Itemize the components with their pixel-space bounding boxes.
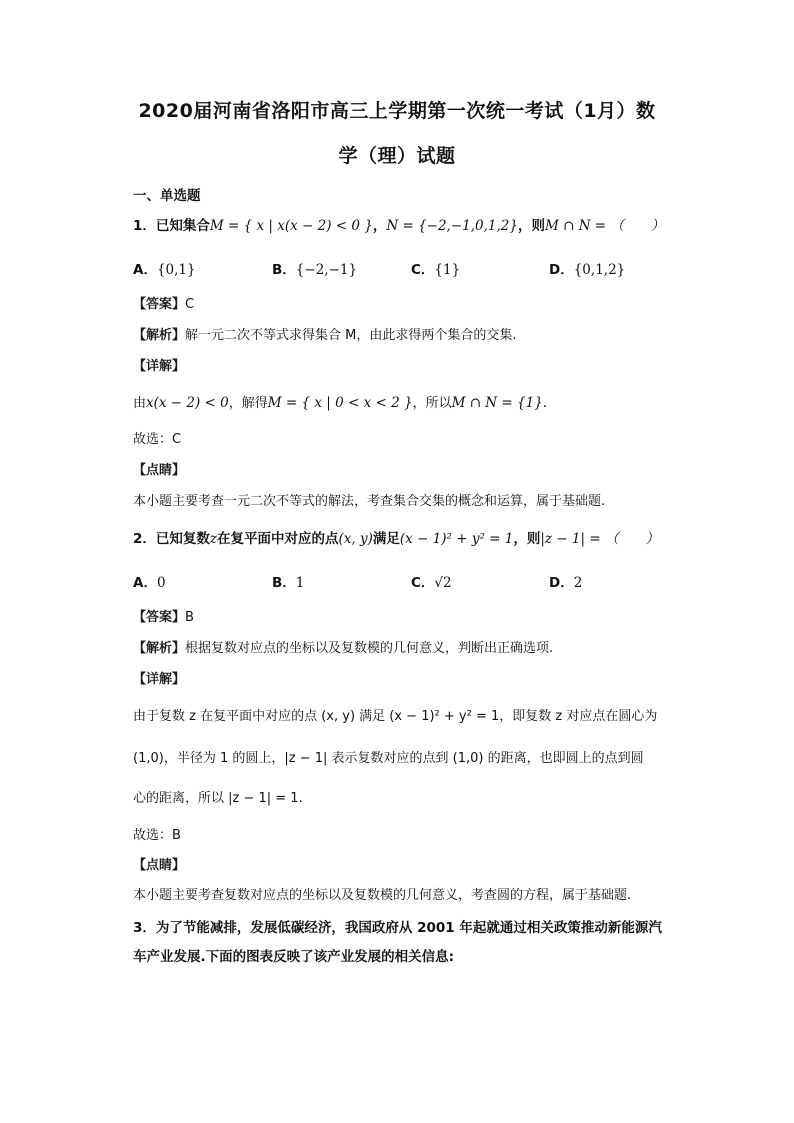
q2-option-c: C．√2 — [411, 575, 452, 591]
q1-option-b: B．{−2,−1} — [272, 262, 358, 278]
q2-option-d: D．2 — [549, 575, 583, 591]
q1-detail-label: 【详解】 — [133, 359, 186, 374]
q1-option-d: D．{0,1,2} — [549, 262, 626, 278]
doc-title-line-1: 2020届河南省洛阳市高三上学期第一次统一考试（1月）数 — [138, 100, 656, 122]
q1-set-m: M = { x | x(x − 2) < 0 } — [209, 218, 373, 234]
q2-choice: 故选：B — [133, 828, 181, 843]
q2-remark-label: 【点睛】 — [133, 858, 186, 873]
q2-analysis: 【解析】根据复数对应点的坐标以及复数模的几何意义，判断出正确选项. — [133, 641, 554, 656]
q1-set-n: N = {−2,−1,0,1,2} — [386, 218, 518, 234]
q1-stem-prefix: 1．已知集合 — [133, 218, 210, 234]
q1-option-a: A．{0,1} — [133, 262, 196, 278]
q1-answer: 【答案】C — [133, 297, 195, 312]
q2-detail-line-2: (1,0)，半径为 1 的圆上，|z − 1| 表示复数对应的点到 (1,0) 的距离，也即圆上的点到圆 — [133, 751, 644, 766]
q2-detail-line-1: 由于复数 z 在复平面中对应的点 (x, y) 满足 (x − 1)² + y² = 1，即复数 z 对应点在圆心为 — [133, 709, 658, 724]
doc-title-line-2: 学（理）试题 — [338, 145, 456, 167]
q1-stem-suffix: ，则 — [517, 218, 545, 234]
q1-analysis: 【解析】解一元二次不等式求得集合 M，由此求得两个集合的交集. — [133, 328, 517, 343]
q1-option-c: C．{1} — [411, 262, 461, 278]
q1-detail: 由x(x − 2) < 0，解得M = { x | 0 < x < 2 }，所以M ∩ N = {1}. — [133, 395, 548, 411]
q2-remark: 本小题主要考查复数对应点的坐标以及复数模的几何意义，考查圆的方程，属于基础题. — [133, 888, 632, 903]
q3-stem-line-1: 3．为了节能减排，发展低碳经济，我国政府从 2001 年起就通过相关政策推动新能源汽 — [133, 920, 662, 936]
q1-remark-label: 【点睛】 — [133, 463, 186, 478]
q2-detail-line-3: 心的距离，所以 |z − 1| = 1. — [133, 791, 303, 806]
q2-option-a: A．0 — [133, 575, 166, 591]
q1-stem: 1．已知集合M = { x | x(x − 2) < 0 }，N = {−2,−1,0,1,2}，则M ∩ N = （ ） — [133, 218, 665, 234]
q1-remark: 本小题主要考查一元二次不等式的解法，考查集合交集的概念和运算，属于基础题. — [133, 494, 606, 509]
q2-option-b: B．1 — [272, 575, 305, 591]
q2-detail-label: 【详解】 — [133, 672, 186, 687]
q3-stem-line-2: 车产业发展.下面的图表反映了该产业发展的相关信息: — [133, 949, 455, 965]
q1-choice: 故选：C — [133, 432, 182, 447]
section-heading: 一、单选题 — [133, 188, 201, 204]
q2-stem: 2．已知复数z在复平面中对应的点(x, y)满足(x − 1)² + y² = 1，则|z − 1| = （ ） — [133, 531, 659, 547]
q1-ask: M ∩ N = （ ） — [544, 218, 665, 234]
q2-answer: 【答案】B — [133, 610, 194, 625]
